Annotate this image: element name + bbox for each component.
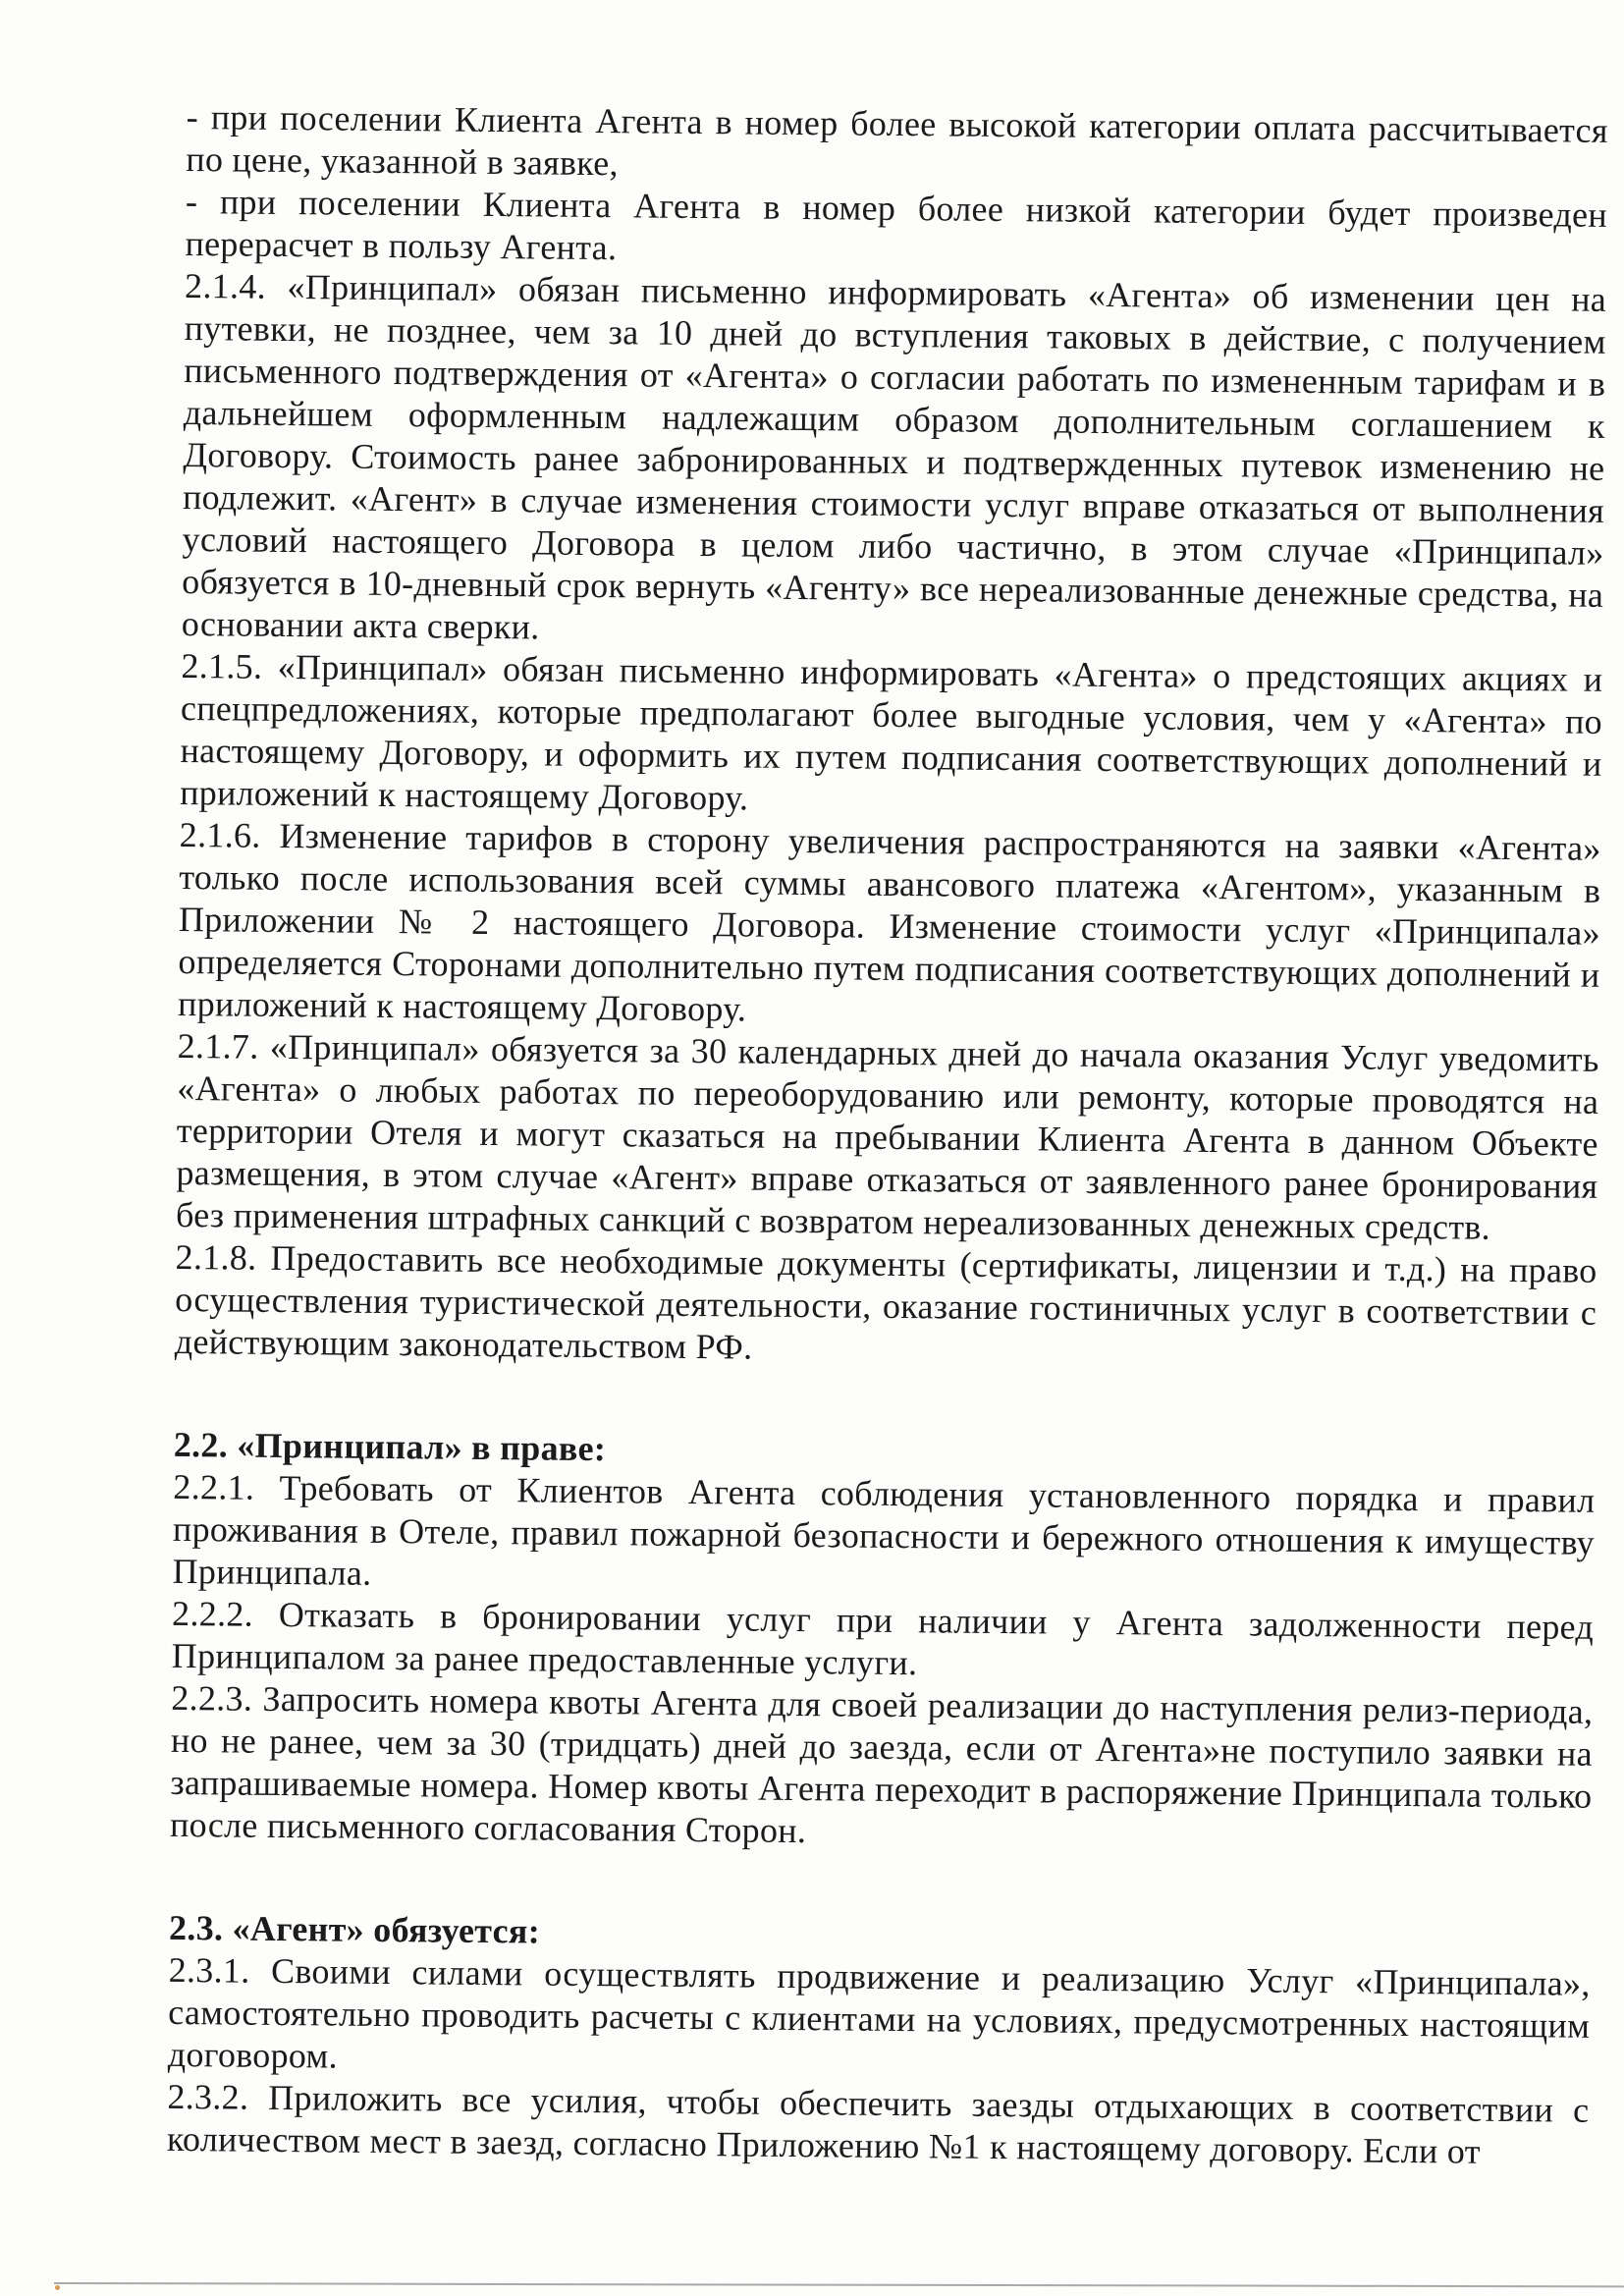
- contract-paragraph: 2.2.3. Запросить номера квоты Агента для своей реализации до наступления релиз-периода, но не ранее, чем за 30 (тридцать) дней до заезда, если от Агента»не поступило заявки на запрашиваемые номера. Номер квоты Агента переходит в распоряжение Принципала только после письменного согласования Сторон.: [169, 1677, 1594, 1851]
- contract-paragraph: - при поселении Клиента Агента в номер более высокой категории оплата рассчитывается по цене, указанной в заявке,: [186, 96, 1608, 184]
- contract-paragraph: - при поселении Клиента Агента в номер более низкой категории будет произведен перерасчет в пользу Агента.: [185, 181, 1608, 268]
- contract-paragraph: 2.2.1. Требовать от Клиентов Агента соблюдения установленного порядка и правил проживания в Отеле, правил пожарной безопасности и бережного отношения к имуществу Принципала.: [172, 1466, 1596, 1593]
- contract-paragraph: 2.1.6. Изменение тарифов в сторону увеличения распространяются на заявки «Агента» только после использования всей суммы авансового платежа «Агентом», указанным в Приложении № 2 настоящего Договора. Изменение стоимости услуг «Принципала» определяется Сторонами дополнительно путем подписания соответствующих дополнений и приложений к настоящему Договору.: [177, 814, 1601, 1029]
- contract-text-block: [167, 96, 1608, 2174]
- contract-paragraph: 2.1.8. Предоставить все необходимые документы (сертификаты, лицензии и т.д.) на право осуществления туристической деятельности, оказание гостиничных услуг в соответствии с действующим законодательством РФ.: [174, 1236, 1597, 1367]
- scan-artifact-line: [54, 2282, 1624, 2287]
- contract-paragraph: 2.3.2. Приложить все усилия, чтобы обеспечить заезды отдыхающих в соответствии с количеством мест в заезд, согласно Приложению №1 к настоящему договору. Если от: [166, 2076, 1590, 2171]
- scan-artifact-speck: [55, 2285, 60, 2290]
- contract-paragraph: 2.1.4. «Принципал» обязан письменно информировать «Агента» об изменении цен на путевки, не позднее, чем за 10 дней до вступления таковых в действие, с получением письменного подтверждения от «Агента» о согласии работать по измененным тарифам и в дальнейшем оформленным надлежащим образом дополнительным соглашением к Договору. Стоимость ранее забронированных и подтвержденных путевок изменению не подлежит. «Агент» в случае изменения стоимости услуг вправе отказаться от выполнения условий настоящего Договора в целом либо частично, в этом случае «Принципал» обязуется в 10-дневный срок вернуть «Агенту» все нереализованные денежные средства, на основании акта сверки.: [181, 265, 1607, 647]
- contract-paragraph: 2.1.7. «Принципал» обязуется за 30 календарных дней до начала оказания Услуг уведомить «Агента» о любых работах по переоборудованию или ремонту, которые проводятся на территории Отеля и могут сказаться на пребывании Клиента Агента в данном Объекте размещения, в этом случае «Агент» вправе отказаться от заявленного ранее бронирования без применения штрафных санкций с возвратом нереализованных денежных средств.: [175, 1025, 1599, 1247]
- contract-section-heading: 2.3. «Агент» обязуется:: [168, 1907, 541, 1951]
- contract-paragraph: 2.2.2. Отказать в бронировании услуг при наличии у Агента задолженности перед Принципалом за ранее предоставленные услуги.: [171, 1593, 1595, 1683]
- contract-paragraph: 2.1.5. «Принципал» обязан письменно информировать «Агента» о предстоящих акциях и спецпредложениях, которые предполагают более выгодные условия, чем у «Агента» по настоящему Договору, и оформить их путем подписания соответствующих дополнений и приложений к настоящему Договору.: [180, 645, 1603, 818]
- contract-paragraph: 2.3.1. Своими силами осуществлять продвижение и реализацию Услуг «Принципала», самостоятельно проводить расчеты с клиентами на условиях, предусмотренных настоящим договором.: [167, 1949, 1591, 2076]
- contract-section-heading: 2.2. «Принципал» в праве:: [173, 1424, 607, 1469]
